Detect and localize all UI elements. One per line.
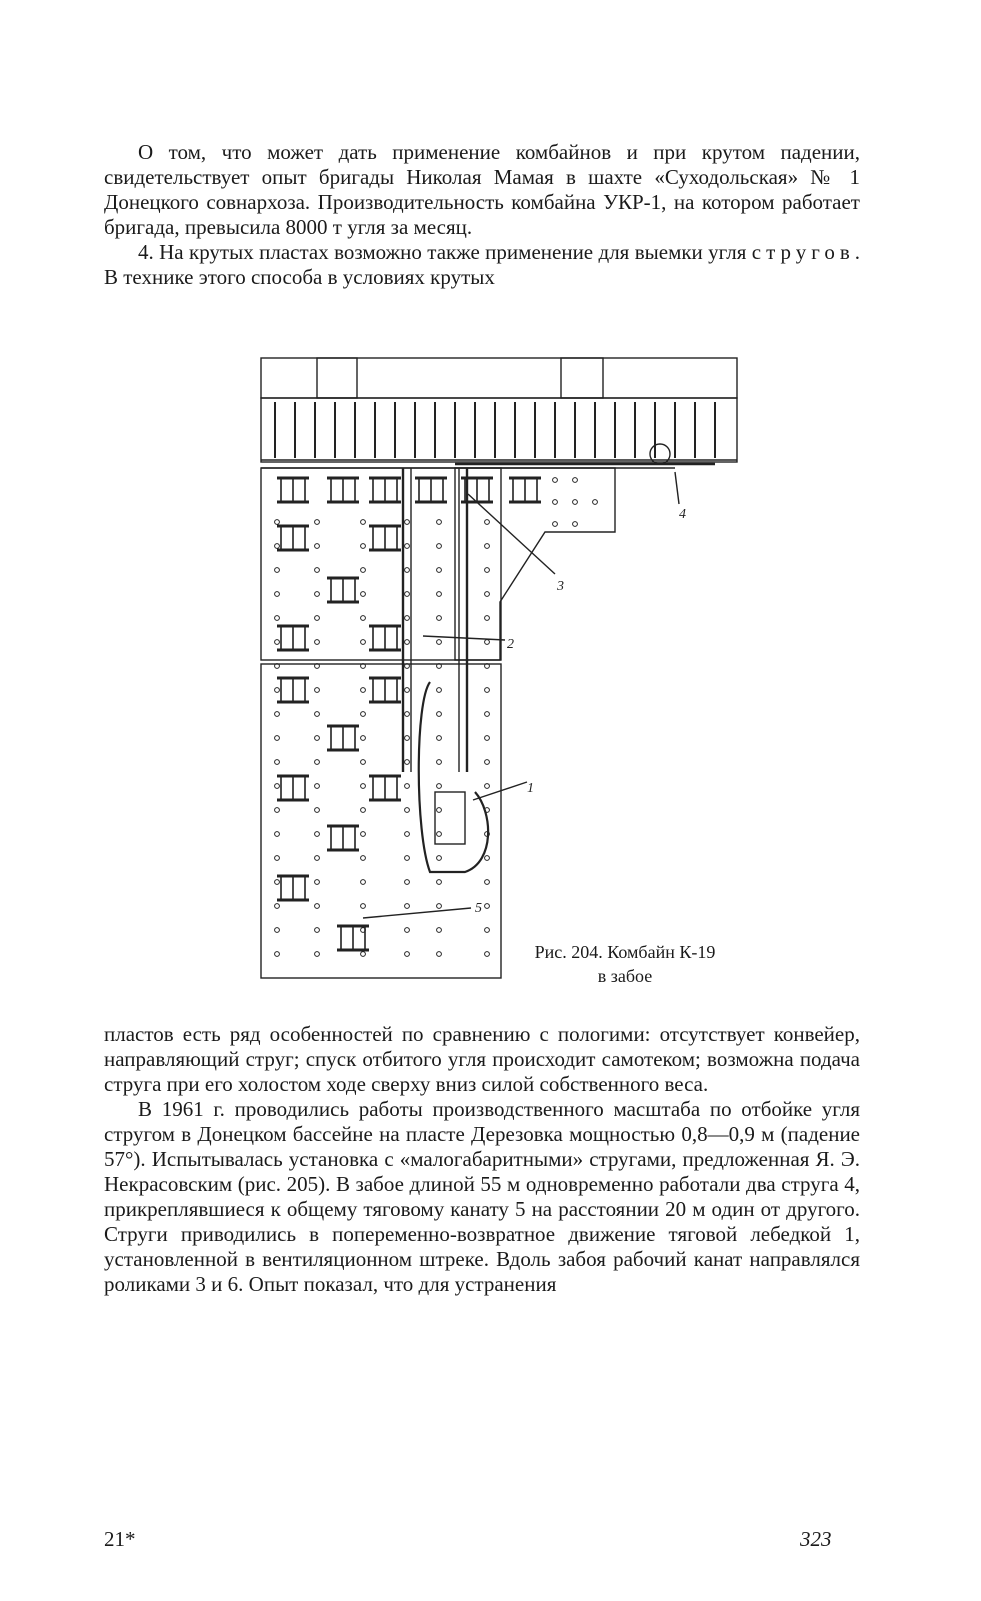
label-2: 2 — [507, 637, 514, 652]
bolt-hole — [315, 952, 320, 957]
bolt-holes — [275, 478, 598, 957]
bolt-hole — [361, 856, 366, 861]
drift-support-band — [261, 398, 737, 462]
bolt-hole — [361, 640, 366, 645]
bolt-hole — [315, 616, 320, 621]
bolt-hole — [275, 832, 280, 837]
bolt-hole — [275, 640, 280, 645]
support-frame — [327, 578, 359, 602]
bolt-hole — [361, 952, 366, 957]
figure-204 — [255, 352, 755, 984]
figure-caption — [500, 940, 750, 988]
support-frame — [327, 826, 359, 850]
support-frame — [277, 678, 309, 702]
bolt-hole — [437, 808, 442, 813]
bolt-hole — [275, 904, 280, 909]
bolt-hole — [437, 736, 442, 741]
bolt-hole — [275, 784, 280, 789]
bolt-hole — [485, 736, 490, 741]
bolt-hole — [485, 904, 490, 909]
support-frame — [277, 526, 309, 550]
bolt-hole — [275, 760, 280, 765]
support-frame — [369, 626, 401, 650]
caption-line-2: в забое — [597, 966, 653, 986]
label-1: 1 — [527, 781, 534, 796]
bolt-hole — [405, 520, 410, 525]
bolt-hole — [361, 880, 366, 885]
bolt-hole — [361, 592, 366, 597]
bolt-hole — [405, 928, 410, 933]
label-3: 3 — [557, 579, 564, 594]
drift-plate-right — [561, 358, 603, 398]
bolt-hole — [485, 856, 490, 861]
support-frame — [277, 876, 309, 900]
bolt-hole — [485, 544, 490, 549]
bolt-hole — [485, 616, 490, 621]
bolt-hole — [553, 478, 558, 483]
bolt-hole — [573, 500, 578, 505]
bolt-hole — [485, 592, 490, 597]
bolt-hole — [405, 808, 410, 813]
label-4: 4 — [679, 507, 686, 522]
bolt-hole — [275, 736, 280, 741]
bolt-hole — [315, 808, 320, 813]
bolt-hole — [361, 760, 366, 765]
bolt-hole — [485, 520, 490, 525]
bolt-hole — [275, 928, 280, 933]
support-frame — [369, 478, 401, 502]
bolt-hole — [485, 880, 490, 885]
support-frame — [461, 478, 493, 502]
bolt-hole — [485, 928, 490, 933]
bolt-hole — [437, 928, 442, 933]
bolt-hole — [437, 856, 442, 861]
bolt-hole — [361, 568, 366, 573]
bolt-hole — [275, 712, 280, 717]
bolt-hole — [405, 832, 410, 837]
bolt-hole — [485, 784, 490, 789]
support-frame — [337, 926, 369, 950]
face-panel-upper-right — [455, 468, 615, 660]
bolt-hole — [315, 856, 320, 861]
combine-diagram — [255, 352, 755, 984]
bolt-hole — [573, 478, 578, 483]
bolt-hole — [361, 832, 366, 837]
bolt-hole — [315, 760, 320, 765]
drift-props — [275, 402, 715, 458]
bolt-hole — [315, 592, 320, 597]
bolt-hole — [485, 712, 490, 717]
bolt-hole — [405, 784, 410, 789]
bolt-hole — [361, 616, 366, 621]
paragraph-struги-end: . В технике этого способа в условиях крутых — [104, 240, 860, 289]
bolt-hole — [275, 592, 280, 597]
bolt-hole — [485, 760, 490, 765]
bolt-hole — [361, 784, 366, 789]
bolt-hole — [437, 952, 442, 957]
paragraph-bottom-text-1: пластов есть ряд особенностей по сравнению с пологими: отсутствует конвейер, направляющий струг; спуск отбитого угля происходит самотеком; возможна подача струга при его холостом ходе сверху вниз силой собственного веса. — [104, 1022, 860, 1096]
signature-mark: 21* — [104, 1527, 136, 1551]
support-frame — [369, 776, 401, 800]
bolt-hole — [485, 688, 490, 693]
bolt-hole — [275, 952, 280, 957]
bolt-hole — [437, 592, 442, 597]
bolt-hole — [405, 544, 410, 549]
bolt-hole — [437, 832, 442, 837]
bolt-hole — [315, 688, 320, 693]
paragraph-top-text: О том, что может дать применение комбайнов и при крутом падении, свидетельствует опыт бригады Николая Мамая в шахте «Суходольская» № 1 Донецкого совнархоза. Производительность комбайна УКР-1, на котором работает бригада, превысила 8000 т угля за месяц. — [104, 140, 860, 239]
bolt-hole — [315, 784, 320, 789]
page-number: 323 — [800, 1527, 832, 1551]
support-frame — [327, 726, 359, 750]
bolt-hole — [405, 856, 410, 861]
bolt-hole — [315, 832, 320, 837]
bolt-hole — [573, 522, 578, 527]
label-5: 5 — [475, 901, 482, 916]
bolt-hole — [361, 520, 366, 525]
paragraph-top — [104, 140, 860, 290]
support-frame — [415, 478, 447, 502]
winch-drum — [650, 444, 670, 464]
support-frame — [369, 526, 401, 550]
bolt-hole — [553, 522, 558, 527]
bolt-hole — [405, 952, 410, 957]
bolt-hole — [275, 616, 280, 621]
drift-plate-left — [317, 358, 357, 398]
bolt-hole — [315, 544, 320, 549]
bolt-hole — [437, 640, 442, 645]
bolt-hole — [405, 712, 410, 717]
bolt-hole — [315, 712, 320, 717]
bolt-hole — [315, 568, 320, 573]
paragraph-struги-start: 4. На крутых пластах возможно также применение для выемки угля — [138, 240, 752, 264]
bolt-hole — [315, 904, 320, 909]
bolt-hole — [315, 736, 320, 741]
bolt-hole — [405, 736, 410, 741]
support-frame — [509, 478, 541, 502]
bolt-hole — [275, 520, 280, 525]
bolt-hole — [437, 520, 442, 525]
support-frame — [277, 626, 309, 650]
bolt-hole — [437, 688, 442, 693]
bolt-hole — [593, 500, 598, 505]
bolt-hole — [275, 688, 280, 693]
bolt-hole — [315, 640, 320, 645]
bolt-hole — [553, 500, 558, 505]
bolt-hole — [361, 808, 366, 813]
bolt-hole — [275, 544, 280, 549]
bolt-hole — [437, 616, 442, 621]
paragraph-bottom — [104, 1022, 860, 1297]
bolt-hole — [361, 736, 366, 741]
bolt-hole — [437, 904, 442, 909]
bolt-hole — [275, 568, 280, 573]
bolt-hole — [405, 568, 410, 573]
support-frame — [327, 478, 359, 502]
bolt-hole — [405, 592, 410, 597]
bolt-hole — [485, 952, 490, 957]
spaced-word: стругов — [751, 240, 855, 264]
caption-line-1: Рис. 204. Комбайн К-19 — [534, 942, 716, 962]
bolt-hole — [405, 616, 410, 621]
bolt-hole — [405, 640, 410, 645]
bolt-hole — [405, 760, 410, 765]
bolt-hole — [315, 520, 320, 525]
bolt-hole — [437, 784, 442, 789]
bolt-hole — [315, 880, 320, 885]
bolt-hole — [485, 568, 490, 573]
bolt-hole — [275, 880, 280, 885]
bolt-hole — [405, 688, 410, 693]
bolt-hole — [275, 808, 280, 813]
bolt-hole — [437, 544, 442, 549]
bolt-hole — [361, 904, 366, 909]
support-frame — [277, 478, 309, 502]
bolt-hole — [275, 856, 280, 861]
drift-top-band — [261, 358, 737, 398]
bolt-hole — [361, 688, 366, 693]
bolt-hole — [437, 568, 442, 573]
bolt-hole — [437, 760, 442, 765]
bolt-hole — [405, 880, 410, 885]
bolt-hole — [405, 904, 410, 909]
paragraph-bottom-text-2: В 1961 г. проводились работы производственного масштаба по отбойке угля стругом в Донецком бассейне на пласте Дерезовка мощностью 0,8—0,9 м (падение 57°). Испытывалась установка с «малогабаритными» стругами, предложенная Я. Э. Некрасовским (рис. 205). В забое длиной 55 м одновременно работали два струга 4, прикреплявшиеся к общему тяговому канату 5 на расстоянии 20 м один от другого. Струги приводились в попеременно-возвратное движение тяговой лебедкой 1, установленной в вентиляционном штреке. Вдоль забоя рабочий канат направлялся роликами 3 и 6. Опыт показал, что для устранения — [104, 1097, 860, 1296]
bolt-hole — [315, 928, 320, 933]
bolt-hole — [437, 712, 442, 717]
support-frame — [277, 776, 309, 800]
bolt-hole — [361, 544, 366, 549]
bolt-hole — [437, 880, 442, 885]
support-frame — [369, 678, 401, 702]
bolt-hole — [485, 640, 490, 645]
bolt-hole — [361, 712, 366, 717]
